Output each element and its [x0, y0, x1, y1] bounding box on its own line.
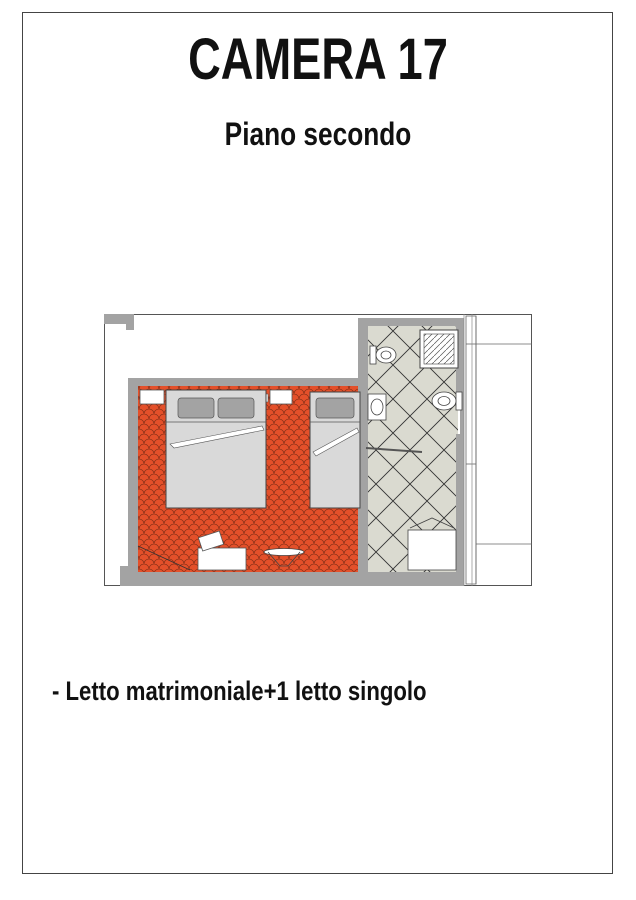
sink [368, 394, 386, 420]
page-title: CAMERA 17 [188, 27, 448, 92]
shower [420, 330, 458, 368]
single-bed [310, 392, 360, 508]
toilet [432, 392, 462, 410]
nightstand-left [140, 390, 164, 404]
floor-plan [104, 314, 532, 586]
page-subtitle: Piano secondo [224, 116, 412, 152]
bidet [370, 346, 396, 364]
nightstand-right [270, 390, 292, 404]
double-bed [166, 390, 266, 508]
feature-item: - Letto matrimoniale+1 letto singolo [52, 676, 427, 706]
